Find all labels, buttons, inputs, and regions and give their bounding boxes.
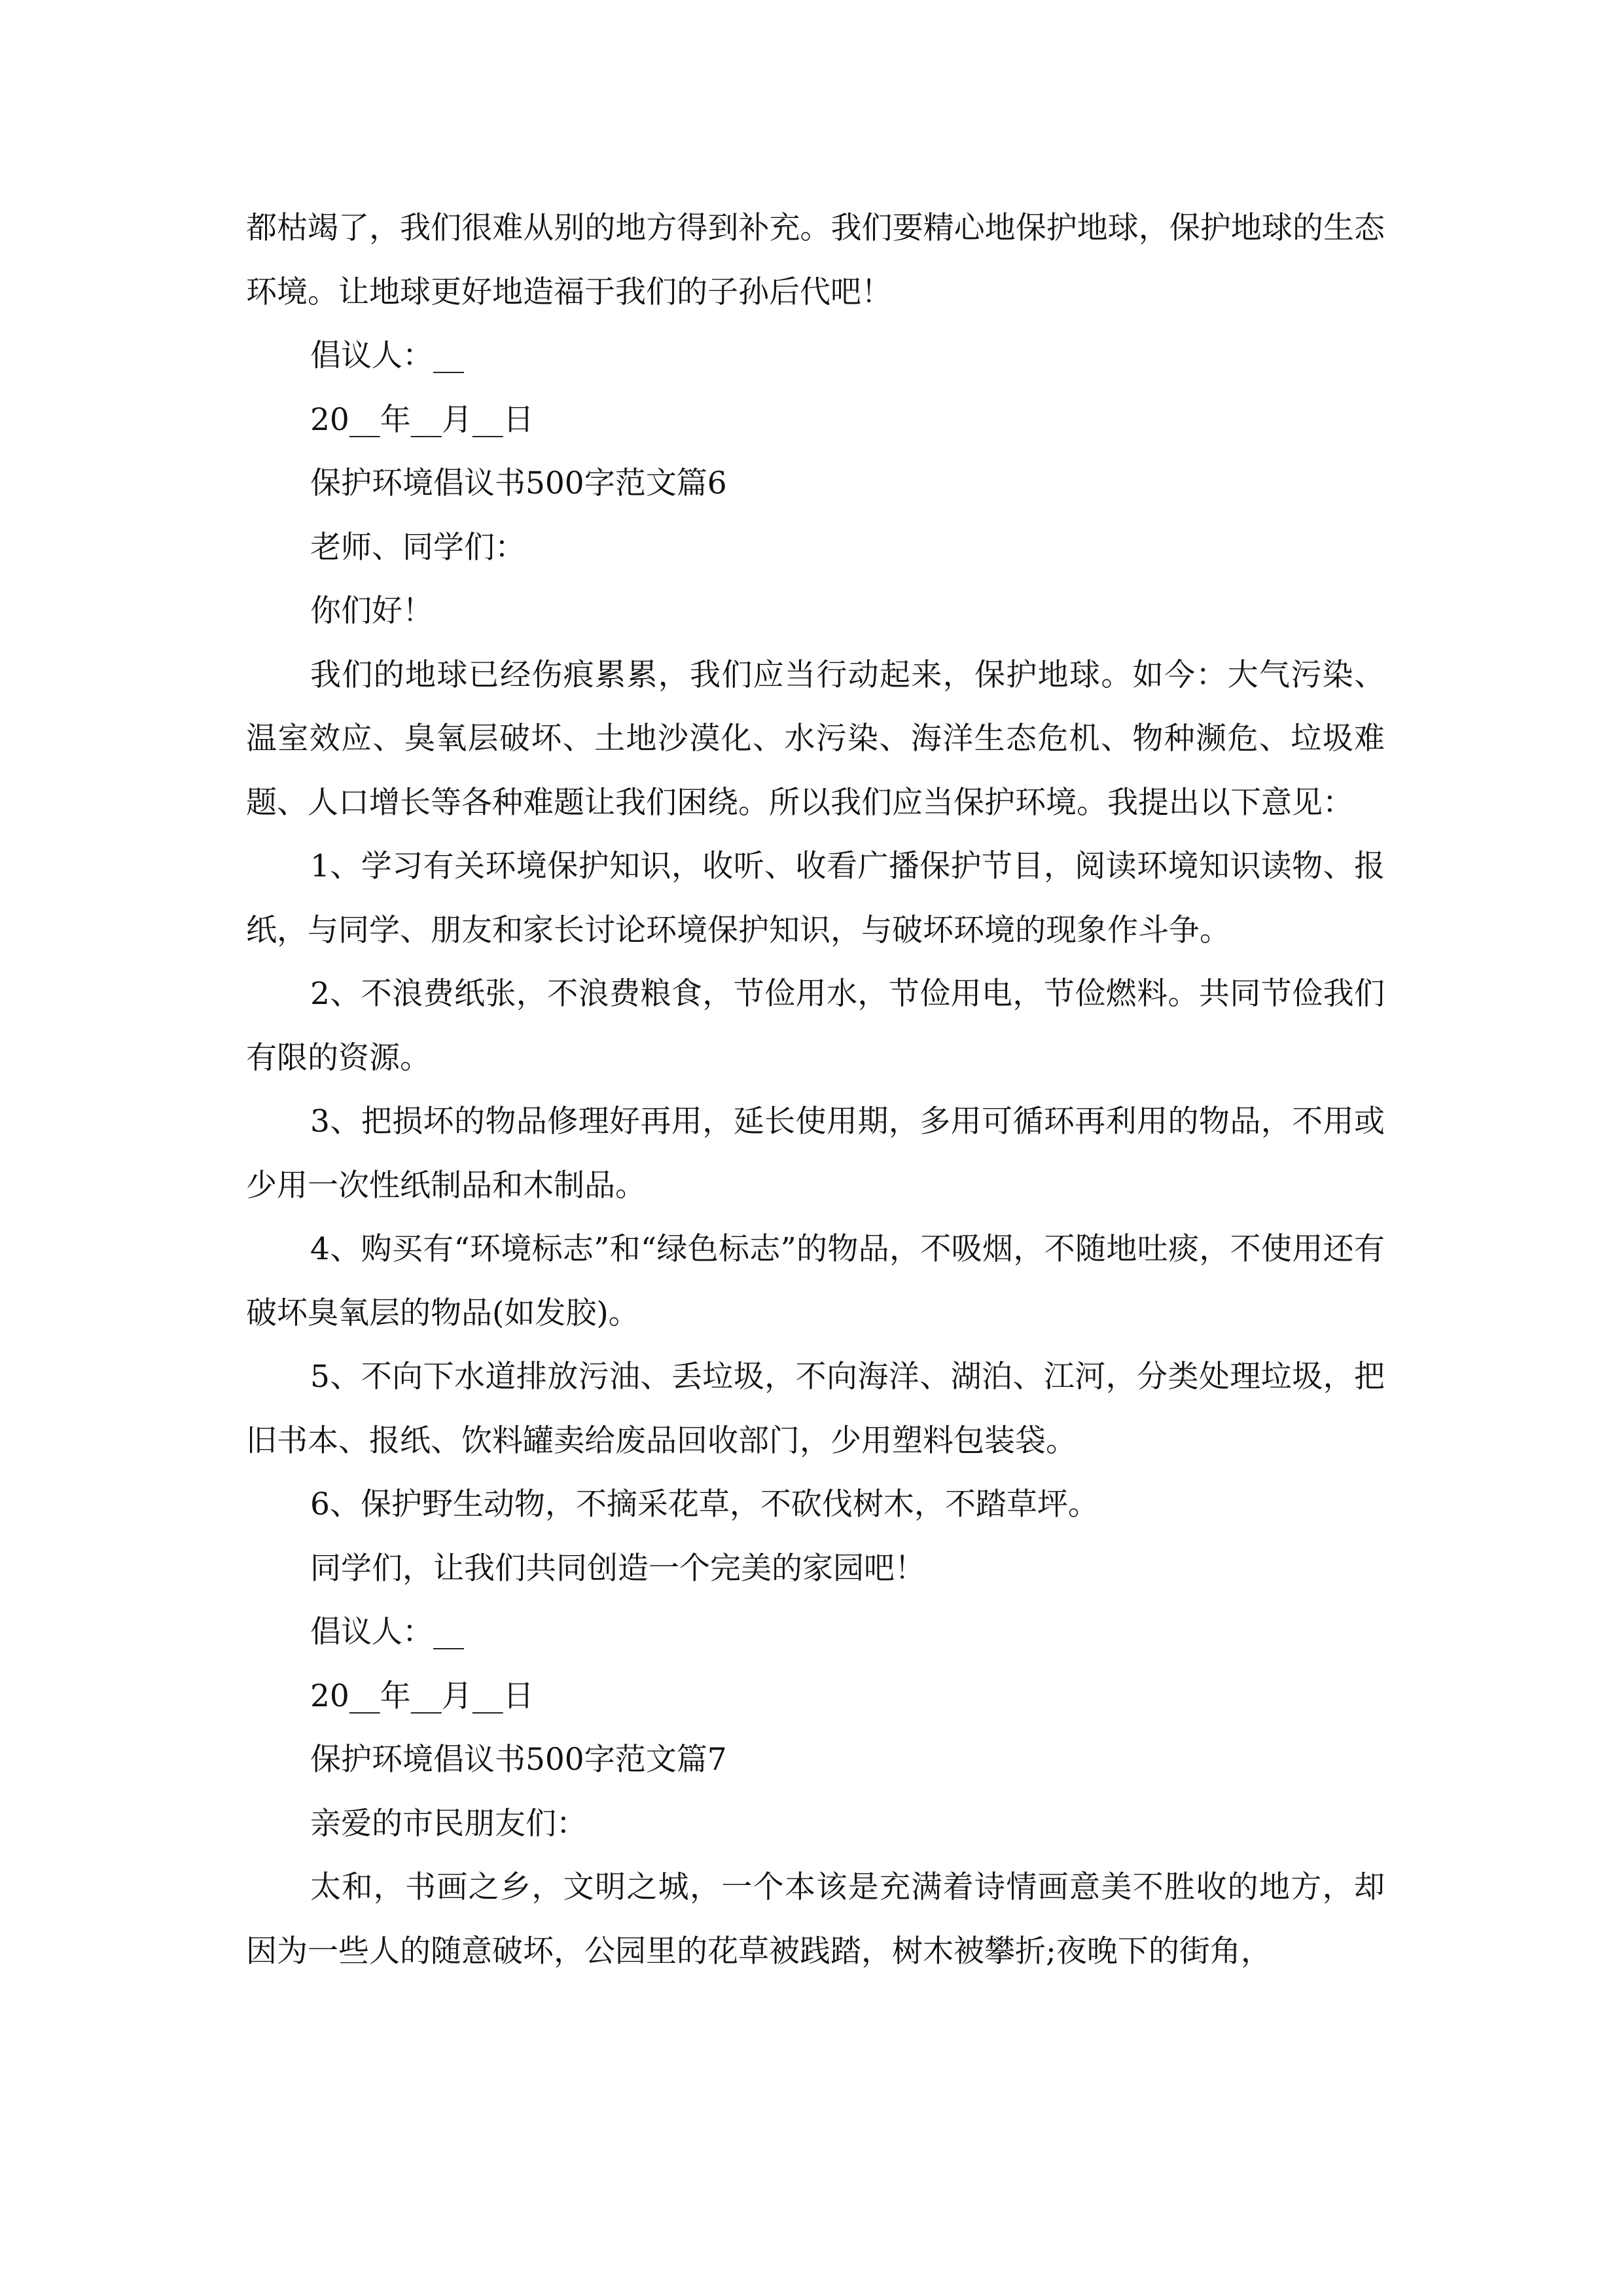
list-item: 3、把损坏的物品修理好再用，延长使用期，多用可循环再利用的物品，不用或少用一次性纸制品和木制品。 xyxy=(246,1103,1385,1204)
section-title: 保护环境倡议书500字范文篇7 xyxy=(310,1742,727,1778)
initiator-line: 倡议人：__ xyxy=(310,1614,464,1650)
list-item: 6、保护野生动物，不摘采花草，不砍伐树木，不踏草坪。 xyxy=(310,1486,1099,1522)
list-item: 2、不浪费纸张，不浪费粮食，节俭用水，节俭用电，节俭燃料。共同节俭我们有限的资源。 xyxy=(246,976,1385,1076)
section-title: 保护环境倡议书500字范文篇6 xyxy=(310,465,727,501)
paragraph-body: 太和，书画之乡，文明之城，一个本该是充满着诗情画意美不胜收的地方，却因为一些人的随意破坏，公园里的花草被践踏，树木被攀折;夜晚下的街角， xyxy=(246,1869,1385,1969)
document-body xyxy=(246,196,1385,1983)
greeting: 你们好！ xyxy=(310,593,433,629)
paragraph-intro: 我们的地球已经伤痕累累，我们应当行动起来，保护地球。如今：大气污染、温室效应、臭氧层破坏、土地沙漠化、水污染、海洋生态危机、物种濒危、垃圾难题、人口增长等各种难题让我们困绕。所以我们应当保护环境。我提出以下意见： xyxy=(246,656,1385,821)
salutation: 老师、同学们： xyxy=(310,529,526,565)
paragraph-continuation: 都枯竭了，我们很难从别的地方得到补充。我们要精心地保护地球，保护地球的生态环境。让地球更好地造福于我们的子孙后代吧！ xyxy=(246,210,1385,310)
salutation: 亲爱的市民朋友们： xyxy=(310,1805,587,1842)
date-line: 20__年__月__日 xyxy=(310,1677,534,1714)
initiator-line: 倡议人：__ xyxy=(310,338,464,374)
list-item: 1、学习有关环境保护知识，收听、收看广播保护节目，阅读环境知识读物、报纸，与同学、朋友和家长讨论环境保护知识，与破坏环境的现象作斗争。 xyxy=(246,848,1385,948)
list-item: 4、购买有“环境标志”和“绿色标志”的物品，不吸烟，不随地吐痰，不使用还有破坏臭氧层的物品(如发胶)。 xyxy=(246,1231,1385,1331)
closing-appeal: 同学们，让我们共同创造一个完美的家园吧！ xyxy=(310,1550,925,1587)
list-item: 5、不向下水道排放污油、丢垃圾，不向海洋、湖泊、江河，分类处理垃圾，把旧书本、报纸、饮料罐卖给废品回收部门，少用塑料包装袋。 xyxy=(246,1359,1385,1459)
date-line: 20__年__月__日 xyxy=(310,401,534,438)
